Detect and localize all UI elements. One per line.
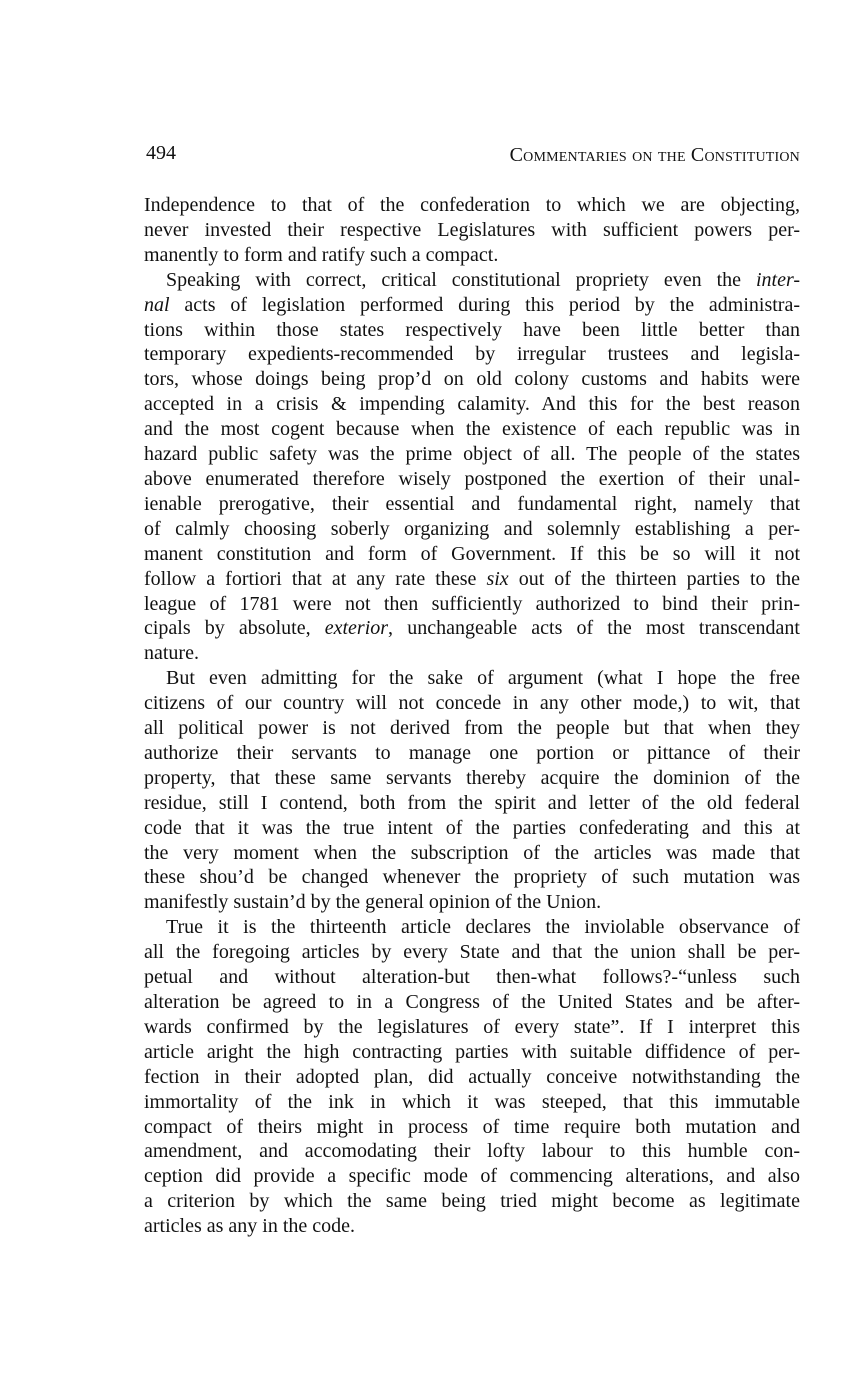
italic-text: nal	[144, 293, 170, 316]
text-line: citizens of our country will not concede in any other mode,) to wit, that	[144, 692, 800, 715]
running-head: Commentaries on the Constitution	[509, 144, 800, 166]
text-line: cipals by absolute, exterior, unchangeable acts of the most transcendant	[144, 617, 800, 640]
text-line: manifestly sustain’d by the general opinion of the Union.	[144, 891, 602, 914]
text-line: compact of theirs might in process of time require both mutation and	[144, 1115, 800, 1138]
text-line: the very moment when the subscription of the articles was made that	[144, 841, 800, 864]
text-line: immortality of the ink in which it was steeped, that this immutable	[144, 1090, 800, 1113]
text-line: wards confirmed by the legislatures of every state”. If I interpret this	[144, 1015, 800, 1038]
text-line: property, that these same servants thereby acquire the dominion of the	[144, 766, 800, 789]
page-header	[146, 142, 800, 172]
text-line: these shou’d be changed whenever the propriety of such mutation was	[144, 866, 800, 889]
text-line: follow a fortiori that at any rate these six out of the thirteen parties to the	[144, 567, 800, 590]
text-line: alteration be agreed to in a Congress of the United States and be after-	[144, 991, 800, 1013]
text-line: nature.	[144, 642, 199, 665]
text-line: above enumerated therefore wisely postponed the exertion of their unal-	[144, 467, 800, 490]
text-line: manently to form and ratify such a compact.	[144, 243, 499, 266]
text-line: code that it was the true intent of the parties confederating and this at	[144, 816, 800, 839]
text-line: True it is the thirteenth article declares the inviolable observance of	[166, 916, 800, 939]
paragraph	[144, 193, 800, 268]
text-line: all the foregoing articles by every State and that the union shall be per-	[144, 941, 800, 964]
text-line: petual and without alteration-but then-what follows?-“unless such	[144, 966, 800, 989]
body-text	[144, 193, 800, 1239]
italic-text: exterior	[324, 617, 389, 640]
paragraph	[144, 915, 800, 1239]
paragraph	[144, 268, 800, 667]
text-line: tors, whose doings being prop’d on old colony customs and habits were	[144, 368, 800, 391]
text-line: Independence to that of the confederation to which we are objecting,	[144, 194, 800, 216]
text-line: Speaking with correct, critical constitutional propriety even the inter-	[166, 268, 800, 291]
page-number: 494	[146, 142, 176, 164]
text-line: accepted in a crisis & impending calamity. And this for the best reason	[144, 393, 800, 416]
text-line: tions within those states respectively have been little better than	[144, 318, 800, 341]
text-line: hazard public safety was the prime object of all. The people of the states	[144, 443, 800, 466]
text-line: residue, still I contend, both from the spirit and letter of the old federal	[144, 791, 800, 814]
text-line: fection in their adopted plan, did actually conceive notwithstanding the	[144, 1065, 800, 1088]
text-line: a criterion by which the same being tried might become as legitimate	[144, 1190, 800, 1213]
text-line: league of 1781 were not then sufficiently authorized to bind their prin-	[144, 592, 800, 615]
italic-text: inter-	[755, 268, 800, 291]
text-line: and the most cogent because when the existence of each republic was in	[144, 418, 800, 441]
text-line: of calmly choosing soberly organizing and solemnly establishing a per-	[144, 517, 800, 540]
text-line: nal acts of legislation performed during this period by the administra-	[144, 293, 800, 316]
text-line: never invested their respective Legislatures with sufficient powers per-	[144, 218, 800, 241]
text-line: ception did provide a specific mode of commencing alterations, and also	[144, 1165, 800, 1188]
text-line: amendment, and accomodating their lofty labour to this humble con-	[144, 1140, 800, 1163]
text-line: article aright the high contracting parties with suitable diffidence of per-	[144, 1040, 800, 1063]
text-line: articles as any in the code.	[144, 1215, 356, 1238]
text-line: But even admitting for the sake of argument (what I hope the free	[166, 667, 800, 690]
text-line: temporary expedients-recommended by irregular trustees and legisla-	[144, 343, 800, 366]
text-line: ienable prerogative, their essential and fundamental right, namely that	[144, 492, 800, 515]
italic-text: six	[486, 567, 509, 590]
text-line: manent constitution and form of Government. If this be so will it not	[144, 542, 800, 565]
text-line: authorize their servants to manage one portion or pittance of their	[144, 741, 800, 764]
text-line: all political power is not derived from the people but that when they	[144, 717, 800, 740]
paragraph	[144, 666, 800, 915]
